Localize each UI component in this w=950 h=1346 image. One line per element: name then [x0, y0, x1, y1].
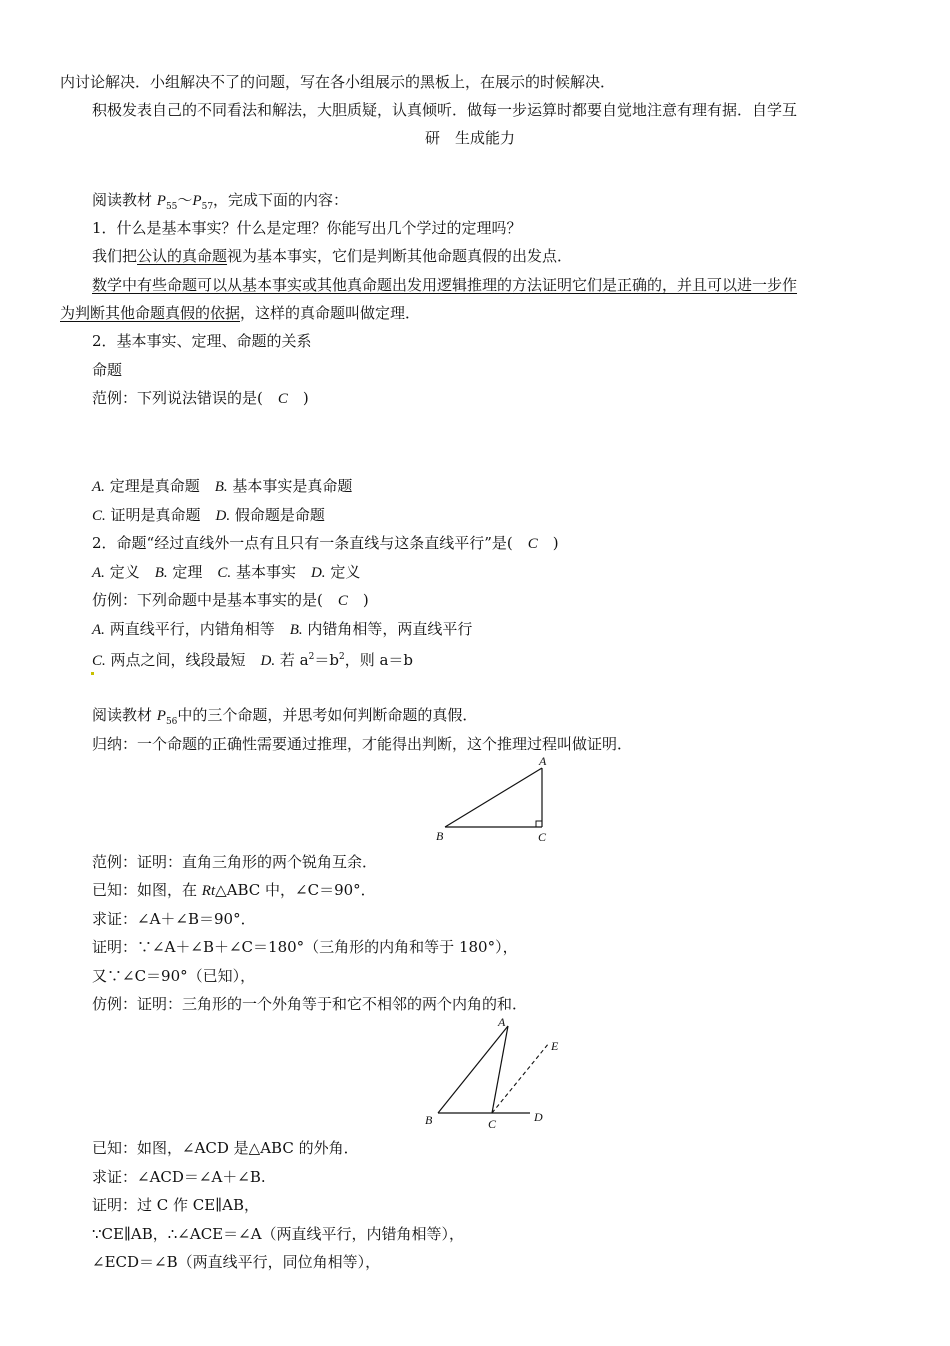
answer-1-theorem-line2	[60, 303, 420, 323]
option-letter: C.	[92, 508, 106, 524]
vertex-label-a: A	[498, 1015, 506, 1029]
tilde: ～	[177, 191, 193, 209]
example-2-options	[92, 562, 360, 583]
vertex-label-b: B	[425, 1113, 433, 1127]
proof-2-title: 仿例：证明：三角形的一个外角等于和它不相邻的两个内角的和．	[92, 995, 528, 1013]
proof-text: △ABC 中，∠C＝90°．	[215, 881, 376, 899]
example-1-options-cd	[92, 505, 325, 526]
option-letter: A.	[92, 565, 105, 581]
option-letter: C.	[92, 653, 106, 669]
option-letter: B.	[214, 479, 228, 495]
proposition-label: 命题	[92, 361, 123, 379]
question-2: 2．基本事实、定理、命题的关系	[92, 332, 312, 350]
answer-1-basic-fact	[92, 246, 572, 266]
example-2-question	[92, 533, 559, 554]
option-text: 若 a	[275, 651, 309, 669]
option-letter: D.	[260, 653, 276, 669]
page-start: 55	[165, 202, 178, 212]
option-letter: C.	[217, 565, 232, 581]
option-text: 基本事实	[231, 563, 311, 581]
option-text: 两点之间，线段最短	[105, 651, 261, 669]
exponent: 2	[308, 652, 315, 662]
answer-underlined: 为判断其他命题真假的依据	[60, 304, 241, 322]
proof-1-given	[92, 880, 376, 901]
question-1: 1．什么是基本事实？什么是定理？你能写出几个学过的定理吗？	[92, 219, 522, 237]
example-3-options-ab	[92, 619, 472, 640]
proof-2-step-3: ∠ECD＝∠B（两直线平行，同位角相等），	[92, 1253, 381, 1271]
page-end: 57	[201, 202, 214, 212]
summary: 归纳：一个命题的正确性需要通过推理，才能得出判断，这个推理过程叫做证明．	[92, 735, 633, 753]
answer-text: 我们把	[92, 247, 138, 265]
option-text: 内错角相等，两直线平行	[302, 620, 473, 638]
scan-artifact	[91, 672, 94, 675]
question-text: )	[537, 534, 559, 552]
question-text: )	[287, 389, 309, 407]
proof-text: 已知：如图，在	[92, 881, 202, 899]
proof-1-to-prove: 求证：∠A＋∠B＝90°．	[92, 910, 256, 928]
answer-1-theorem-line1	[92, 275, 797, 295]
example-1-options-ab	[92, 476, 352, 497]
question-text: 仿例：下列命题中是基本事实的是(	[92, 591, 338, 609]
proof-1-step-2: 又∵∠C＝90°（已知），	[92, 967, 256, 985]
option-letter: A.	[92, 479, 105, 495]
answer-underlined: 数学中有些命题可以从基本事实或其他真命题出发用逻辑推理的方法证明它们是正确的，并且可以进一步作	[92, 276, 798, 294]
option-text: 定义	[104, 563, 155, 581]
proof-text: Rt	[201, 883, 216, 899]
side-ac	[492, 1026, 508, 1113]
answer-underlined: 公认的真命题	[137, 247, 228, 265]
option-letter: B.	[289, 622, 303, 638]
option-text: 基本事实是真命题	[227, 477, 353, 495]
proof-2-to-prove: 求证：∠ACD＝∠A＋∠B.	[92, 1168, 266, 1186]
option-letter: D.	[310, 565, 326, 581]
answer-choice: C	[337, 593, 348, 609]
right-triangle-figure	[430, 755, 560, 847]
answer-choice: C	[277, 391, 288, 407]
reading-suffix: 中的三个命题，并思考如何判断命题的真假．	[177, 706, 478, 724]
option-letter: B.	[154, 565, 168, 581]
option-text: 定理是真命题	[104, 477, 215, 495]
line-ce-dashed	[492, 1043, 549, 1113]
proof-1-title: 范例：证明：直角三角形的两个锐角互余．	[92, 853, 378, 871]
answer-choice: C	[527, 536, 538, 552]
vertex-label-c: C	[488, 1117, 497, 1131]
answer-text: 视为基本事实，它们是判断其他命题真假的出发点．	[227, 247, 573, 265]
vertex-label-c: C	[538, 830, 547, 844]
section-heading: 研 生成能力	[425, 129, 516, 147]
example-3-question	[92, 590, 369, 611]
vertex-label-a: A	[539, 755, 547, 768]
vertex-label-d: D	[534, 1110, 543, 1124]
option-letter: A.	[92, 622, 105, 638]
page-letter: P	[156, 193, 166, 209]
question-text: 范例：下列说法错误的是(	[92, 389, 278, 407]
page-letter: P	[192, 193, 202, 209]
reading-instruction-2	[92, 705, 477, 732]
option-text: 定义	[325, 563, 361, 581]
example-3-options-cd	[92, 647, 413, 671]
option-text: 假命题是命题	[230, 506, 325, 524]
page-letter: P	[156, 708, 166, 724]
answer-text: ，这样的真命题叫做定理．	[240, 304, 421, 322]
proof-2-step-1: 证明：过 C 作 CE∥AB，	[92, 1196, 259, 1214]
example-1-question	[92, 388, 309, 409]
proof-1-step-1: 证明：∵∠A＋∠B＋∠C＝180°（三角形的内角和等于 180°），	[92, 938, 518, 956]
question-text: 2．命题“经过直线外一点有且只有一条直线与这条直线平行”是(	[92, 534, 528, 552]
right-angle-mark	[536, 821, 542, 827]
option-letter: D.	[215, 508, 231, 524]
page-number: 56	[165, 717, 178, 727]
vertex-label-e: E	[551, 1039, 559, 1053]
option-text: 两直线平行，内错角相等	[104, 620, 290, 638]
option-text: 证明是真命题	[105, 506, 216, 524]
reading-instruction-1	[92, 190, 348, 217]
intro-line-1: 内讨论解决．小组解决不了的问题，写在各小组展示的黑板上，在展示的时候解决．	[60, 73, 616, 91]
reading-prefix: 阅读教材	[92, 706, 157, 724]
reading-suffix: ，完成下面的内容：	[213, 191, 349, 209]
vertex-label-b: B	[436, 829, 444, 843]
question-text: )	[347, 591, 369, 609]
option-text: 定理	[167, 563, 218, 581]
side-ab	[438, 1026, 508, 1113]
reading-prefix: 阅读教材	[92, 191, 157, 209]
exponent: 2	[338, 652, 345, 662]
side-ab	[445, 768, 542, 827]
intro-line-2: 积极发表自己的不同看法和解法，大胆质疑，认真倾听．做每一步运算时都要自觉地注意有理有据．自学互	[92, 101, 798, 119]
option-text: ＝b	[314, 651, 339, 669]
proof-2-step-2: ∵CE∥AB，∴∠ACE＝∠A（两直线平行，内错角相等），	[92, 1225, 465, 1243]
exterior-angle-figure	[420, 1015, 575, 1133]
proof-2-given: 已知：如图，∠ACD 是△ABC 的外角．	[92, 1139, 359, 1157]
option-text: ，则 a＝b	[344, 651, 414, 669]
